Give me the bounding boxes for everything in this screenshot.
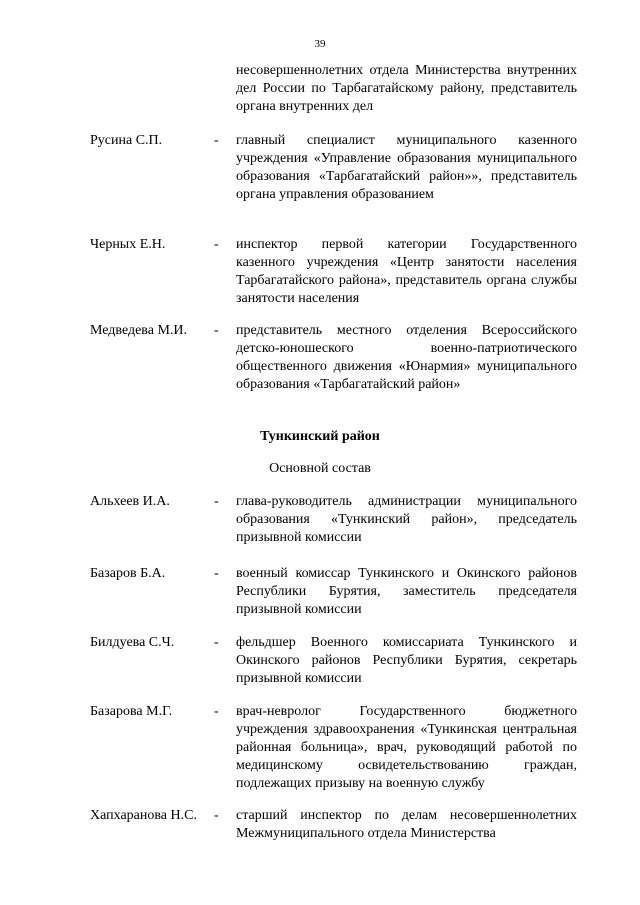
member-description: главный специалист муниципального казенного учреждения «Управление образования муниципального образования «Тарбагатайский район»», представитель органа управления образованием [236,133,577,202]
dash-separator: - [214,323,219,338]
dash-separator: - [214,635,219,650]
member-name: Базарова М.Г. [90,704,173,719]
member-name: Медведева М.И. [90,323,188,338]
member-name: Черных Е.Н. [90,237,166,252]
member-name: Билдуева С.Ч. [90,635,175,650]
dash-separator: - [214,133,219,148]
member-description: старший инспектор по делам несовершеннолетних Межмуниципального отдела Министерства [236,808,577,841]
member-name: Альхеев И.А. [90,494,170,509]
dash-separator: - [214,704,219,719]
member-description: инспектор первой категории Государственного казенного учреждения «Центр занятости населения Тарбагатайского района», представитель органа службы занятости населения [236,237,577,306]
member-description: фельдшер Военного комиссариата Тункинского и Окинского районов Республики Бурятия, секретарь призывной комиссии [236,635,577,686]
member-description: представитель местного отделения Всероссийского детско-юношеского военно-патриотического общественного движения «Юнармия» муниципального образования «Тарбагатайский район» [236,323,577,392]
dash-separator: - [214,237,219,252]
subsection-title: Основной состав [269,461,371,476]
member-description: военный комиссар Тункинского и Окинского районов Республики Бурятия, заместитель председателя призывной комиссии [236,566,577,617]
member-description: несовершеннолетних отдела Министерства внутренних дел России по Тарбагатайскому району, представитель органа внутренних дел [236,63,577,114]
dash-separator: - [214,566,219,581]
member-name: Базаров Б.А. [90,566,166,581]
member-description: врач-невролог Государственного бюджетного учреждения здравоохранения «Тункинская центральная районная больница», врач, руководящий работой по медицинскому освидетельствованию граждан, подлежащих призыву на военную службу [236,704,577,791]
dash-separator: - [214,808,219,823]
member-description: глава-руководитель администрации муниципального образования «Тункинский район», председатель призывной комиссии [236,494,577,545]
member-name: Русина С.П. [90,133,163,148]
member-name: Хапхаранова Н.С. [90,808,197,823]
section-title: Тункинский район [260,429,380,444]
dash-separator: - [214,494,219,509]
page-number: 39 [314,38,326,50]
